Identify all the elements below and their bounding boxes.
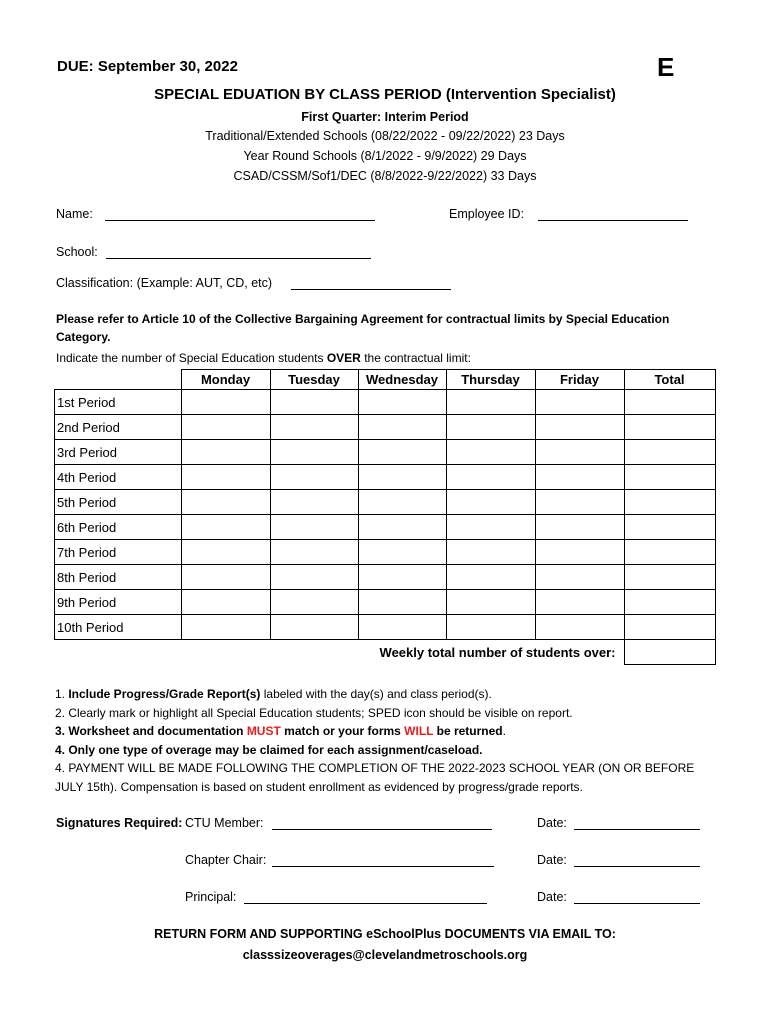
principal-date-field[interactable] bbox=[574, 903, 700, 904]
principal-label: Principal: bbox=[185, 890, 237, 904]
count-cell-monday[interactable] bbox=[181, 465, 270, 490]
table-row bbox=[55, 440, 716, 465]
note-3-a: 3. Worksheet and documentation bbox=[55, 724, 247, 739]
count-cell-wednesday[interactable] bbox=[358, 540, 446, 565]
overage-table bbox=[54, 369, 716, 665]
period-label: 7th Period bbox=[55, 540, 182, 565]
count-cell-friday[interactable] bbox=[535, 490, 624, 515]
indicate-instruction bbox=[56, 351, 471, 365]
school-label: School: bbox=[56, 245, 98, 259]
count-cell-wednesday[interactable] bbox=[358, 440, 446, 465]
period-label: 10th Period bbox=[55, 615, 182, 640]
ctu-date-label: Date: bbox=[537, 816, 567, 830]
count-cell-wednesday[interactable] bbox=[358, 415, 446, 440]
indicate-text-a: Indicate the number of Special Education students bbox=[56, 351, 327, 365]
note-3-d: . bbox=[502, 724, 506, 739]
count-cell-tuesday[interactable] bbox=[270, 465, 358, 490]
school-field[interactable] bbox=[106, 258, 371, 259]
table-row bbox=[55, 415, 716, 440]
count-cell-wednesday[interactable] bbox=[358, 590, 446, 615]
table-row bbox=[55, 615, 716, 640]
weekly-total-label: Weekly total number of students over: bbox=[55, 640, 625, 665]
count-cell-wednesday[interactable] bbox=[358, 615, 446, 640]
indicate-over: OVER bbox=[326, 351, 361, 365]
table-header-row bbox=[55, 370, 716, 390]
ctu-label: CTU Member: bbox=[185, 816, 264, 830]
count-cell-total[interactable] bbox=[624, 440, 715, 465]
corner-cell bbox=[55, 370, 182, 390]
count-cell-friday[interactable] bbox=[535, 615, 624, 640]
chapter-date-field[interactable] bbox=[574, 866, 700, 867]
period-label: 4th Period bbox=[55, 465, 182, 490]
count-cell-total[interactable] bbox=[624, 540, 715, 565]
count-cell-friday[interactable] bbox=[535, 440, 624, 465]
count-cell-thursday[interactable] bbox=[446, 390, 535, 415]
classification-label: Classification: (Example: AUT, CD, etc) bbox=[56, 276, 273, 290]
form-title: SPECIAL EDUATION BY CLASS PERIOD (Intervention Specialist) bbox=[154, 86, 616, 103]
count-cell-friday[interactable] bbox=[535, 540, 624, 565]
note-1-number: 1. bbox=[55, 687, 69, 701]
ctu-signature-field[interactable] bbox=[272, 829, 492, 830]
table-row bbox=[55, 490, 716, 515]
weekly-total-cell[interactable] bbox=[624, 640, 715, 665]
count-cell-friday[interactable] bbox=[535, 390, 624, 415]
count-cell-monday[interactable] bbox=[181, 390, 270, 415]
count-cell-tuesday[interactable] bbox=[270, 440, 358, 465]
count-cell-thursday[interactable] bbox=[446, 565, 535, 590]
period-label: 6th Period bbox=[55, 515, 182, 540]
period-label: 9th Period bbox=[55, 590, 182, 615]
col-total: Total bbox=[624, 370, 715, 390]
count-cell-wednesday[interactable] bbox=[358, 490, 446, 515]
chapter-chair-label: Chapter Chair: bbox=[185, 853, 267, 867]
count-cell-thursday[interactable] bbox=[446, 615, 535, 640]
count-cell-tuesday[interactable] bbox=[270, 590, 358, 615]
year-round-line: Year Round Schools (8/1/2022 - 9/9/2022) 29 Days bbox=[243, 149, 527, 163]
employee-id-field[interactable] bbox=[538, 220, 688, 221]
table-row bbox=[55, 590, 716, 615]
count-cell-friday[interactable] bbox=[535, 465, 624, 490]
count-cell-monday[interactable] bbox=[181, 440, 270, 465]
count-cell-friday[interactable] bbox=[535, 415, 624, 440]
table-row bbox=[55, 515, 716, 540]
count-cell-thursday[interactable] bbox=[446, 440, 535, 465]
count-cell-total[interactable] bbox=[624, 415, 715, 440]
name-label: Name: bbox=[56, 207, 93, 221]
weekly-total-row bbox=[55, 640, 716, 665]
chapter-date-label: Date: bbox=[537, 853, 567, 867]
chapter-chair-signature-field[interactable] bbox=[272, 866, 494, 867]
count-cell-friday[interactable] bbox=[535, 590, 624, 615]
count-cell-monday[interactable] bbox=[181, 565, 270, 590]
employee-id-label: Employee ID: bbox=[449, 207, 525, 221]
indicate-text-b: the contractual limit: bbox=[360, 351, 471, 365]
count-cell-monday[interactable] bbox=[181, 615, 270, 640]
count-cell-total[interactable] bbox=[624, 590, 715, 615]
principal-signature-field[interactable] bbox=[244, 903, 487, 904]
count-cell-wednesday[interactable] bbox=[358, 565, 446, 590]
note-3 bbox=[55, 722, 715, 741]
period-label: 8th Period bbox=[55, 565, 182, 590]
count-cell-thursday[interactable] bbox=[446, 515, 535, 540]
count-cell-friday[interactable] bbox=[535, 565, 624, 590]
period-label: 3rd Period bbox=[55, 440, 182, 465]
count-cell-total[interactable] bbox=[624, 465, 715, 490]
period-label: 1st Period bbox=[55, 390, 182, 415]
period-label: 5th Period bbox=[55, 490, 182, 515]
name-field[interactable] bbox=[105, 220, 375, 221]
count-cell-wednesday[interactable] bbox=[358, 465, 446, 490]
ctu-date-field[interactable] bbox=[574, 829, 700, 830]
count-cell-monday[interactable] bbox=[181, 415, 270, 440]
note-4: 4. Only one type of overage may be claimed for each assignment/caseload. bbox=[55, 742, 483, 757]
period-label: 2nd Period bbox=[55, 415, 182, 440]
count-cell-tuesday[interactable] bbox=[270, 565, 358, 590]
note-3-must: MUST bbox=[246, 724, 281, 739]
count-cell-monday[interactable] bbox=[181, 540, 270, 565]
table-row bbox=[55, 465, 716, 490]
count-cell-thursday[interactable] bbox=[446, 465, 535, 490]
count-cell-monday[interactable] bbox=[181, 515, 270, 540]
note-1-bold: Include Progress/Grade Report(s) bbox=[68, 687, 261, 701]
count-cell-tuesday[interactable] bbox=[270, 390, 358, 415]
count-cell-monday[interactable] bbox=[181, 490, 270, 515]
count-cell-tuesday[interactable] bbox=[270, 615, 358, 640]
note-1 bbox=[55, 685, 715, 704]
return-email[interactable]: classsizeoverages@clevelandmetroschools.org bbox=[242, 948, 528, 962]
note-3-c: be returned bbox=[433, 724, 503, 739]
col-thursday: Thursday bbox=[446, 370, 535, 390]
article-reference: Please refer to Article 10 of the Collective Bargaining Agreement for contractual limits by Special Education Category. bbox=[56, 312, 670, 344]
return-instruction: RETURN FORM AND SUPPORTING eSchoolPlus DOCUMENTS VIA EMAIL TO: bbox=[154, 927, 616, 941]
count-cell-thursday[interactable] bbox=[446, 540, 535, 565]
principal-date-label: Date: bbox=[537, 890, 567, 904]
col-wednesday: Wednesday bbox=[358, 370, 446, 390]
csad-line: CSAD/CSSM/Sof1/DEC (8/8/2022-9/22/2022) 33 Days bbox=[233, 169, 537, 183]
table-row bbox=[55, 565, 716, 590]
col-friday: Friday bbox=[535, 370, 624, 390]
count-cell-tuesday[interactable] bbox=[270, 540, 358, 565]
notes-list bbox=[55, 685, 715, 797]
count-cell-wednesday[interactable] bbox=[358, 390, 446, 415]
signatures-required-label: Signatures Required: bbox=[56, 816, 183, 830]
due-date: DUE: September 30, 2022 bbox=[57, 58, 238, 75]
col-tuesday: Tuesday bbox=[270, 370, 358, 390]
count-cell-wednesday[interactable] bbox=[358, 515, 446, 540]
count-cell-thursday[interactable] bbox=[446, 490, 535, 515]
note-3-will: WILL bbox=[404, 724, 434, 739]
note-1-rest: labeled with the day(s) and class period(s). bbox=[260, 687, 492, 701]
count-cell-friday[interactable] bbox=[535, 515, 624, 540]
count-cell-tuesday[interactable] bbox=[270, 515, 358, 540]
note-3-b: match or your forms bbox=[280, 724, 405, 739]
form-letter: E bbox=[657, 52, 675, 82]
count-cell-monday[interactable] bbox=[181, 590, 270, 615]
note-2: 2. Clearly mark or highlight all Special Education students; SPED icon should be visible on report. bbox=[55, 705, 573, 720]
quarter-line: First Quarter: Interim Period bbox=[301, 110, 469, 124]
count-cell-thursday[interactable] bbox=[446, 590, 535, 615]
count-cell-tuesday[interactable] bbox=[270, 415, 358, 440]
count-cell-total[interactable] bbox=[624, 565, 715, 590]
count-cell-thursday[interactable] bbox=[446, 415, 535, 440]
traditional-schools-line: Traditional/Extended Schools (08/22/2022 - 09/22/2022) 23 Days bbox=[205, 129, 565, 143]
count-cell-tuesday[interactable] bbox=[270, 490, 358, 515]
table-row bbox=[55, 390, 716, 415]
count-cell-total[interactable] bbox=[624, 490, 715, 515]
count-cell-total[interactable] bbox=[624, 390, 715, 415]
note-5: 4. PAYMENT WILL BE MADE FOLLOWING THE COMPLETION OF THE 2022-2023 SCHOOL YEAR (ON OR BEFORE JULY 15th). Compensation is based on student enrollment as evidenced by progress/grade reports. bbox=[55, 761, 695, 794]
table-row bbox=[55, 540, 716, 565]
col-monday: Monday bbox=[181, 370, 270, 390]
count-cell-total[interactable] bbox=[624, 615, 715, 640]
count-cell-total[interactable] bbox=[624, 515, 715, 540]
classification-field[interactable] bbox=[291, 289, 451, 290]
